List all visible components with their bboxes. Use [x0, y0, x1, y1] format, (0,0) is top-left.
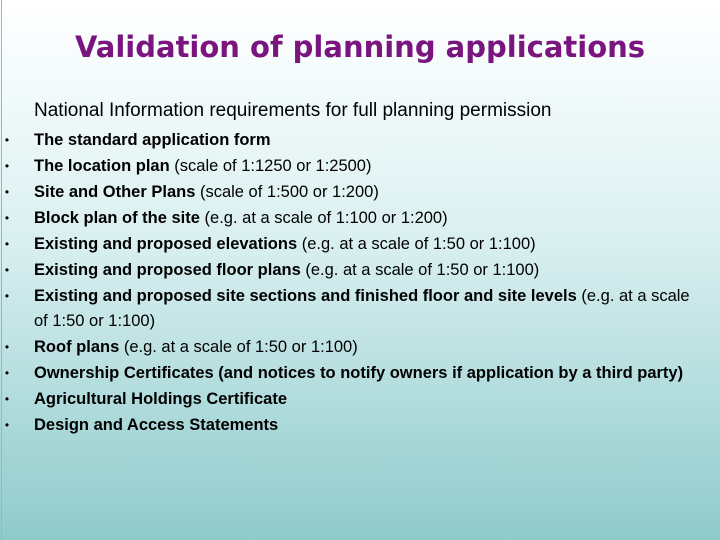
list-item	[0, 154, 720, 179]
bullet-icon: •	[4, 289, 10, 303]
item-bold-text: Existing and proposed floor plans	[34, 261, 301, 279]
list-item	[0, 206, 720, 231]
bullet-icon: •	[4, 133, 10, 147]
bullet-icon: •	[4, 159, 10, 173]
item-bold-text: Existing and proposed site sections and finished floor and site levels	[34, 287, 577, 305]
item-detail-text: (e.g. at a scale of 1:50 or 1:100)	[34, 287, 690, 330]
list-item	[0, 413, 720, 438]
bullet-icon: •	[4, 185, 10, 199]
list-item	[0, 180, 720, 205]
list-item	[0, 335, 720, 360]
item-detail-text: (e.g. at a scale of 1:50 or 1:100)	[300, 261, 540, 279]
item-detail-text: (e.g. at a scale of 1:50 or 1:100)	[297, 235, 536, 253]
bullet-icon: •	[4, 365, 10, 380]
item-detail-text: (scale of 1:500 or 1:200)	[195, 183, 379, 201]
bullet-icon: •	[4, 339, 10, 354]
item-bold-text: Existing and proposed elevations	[34, 235, 298, 253]
item-detail-text: (e.g. at a scale of 1:50 or 1:100)	[119, 337, 358, 356]
item-bold-text: The location plan	[34, 157, 170, 175]
bullet-icon: •	[4, 263, 10, 277]
bullet-icon: •	[4, 417, 10, 432]
list-item	[0, 232, 720, 257]
list-item	[0, 258, 720, 283]
item-detail-text: (e.g. at a scale of 1:100 or 1:200)	[199, 209, 448, 227]
item-bold-text: Agricultural Holdings Certificate	[34, 389, 288, 408]
bullet-icon: •	[4, 391, 10, 406]
requirements-list	[0, 128, 720, 439]
list-item	[0, 387, 720, 412]
item-bold-text: Site and Other Plans	[34, 183, 196, 201]
bullet-icon: •	[4, 211, 10, 225]
list-item	[0, 128, 720, 153]
slide-subtitle: National Information requirements for full planning permission	[34, 100, 552, 121]
item-bold-text: Design and Access Statements	[34, 415, 279, 434]
item-bold-text: Block plan of the site	[34, 209, 200, 227]
list-item	[0, 361, 720, 386]
item-bold-text: The standard application form	[34, 131, 271, 149]
bullet-icon: •	[4, 237, 10, 251]
list-item	[0, 284, 720, 333]
item-bold-text: Ownership Certificates (and notices to notify owners if application by a third party)	[34, 363, 684, 382]
item-detail-text: (scale of 1:1250 or 1:2500)	[169, 157, 372, 175]
item-bold-text: Roof plans	[34, 337, 120, 356]
slide-title: Validation of planning applications	[74, 30, 646, 64]
